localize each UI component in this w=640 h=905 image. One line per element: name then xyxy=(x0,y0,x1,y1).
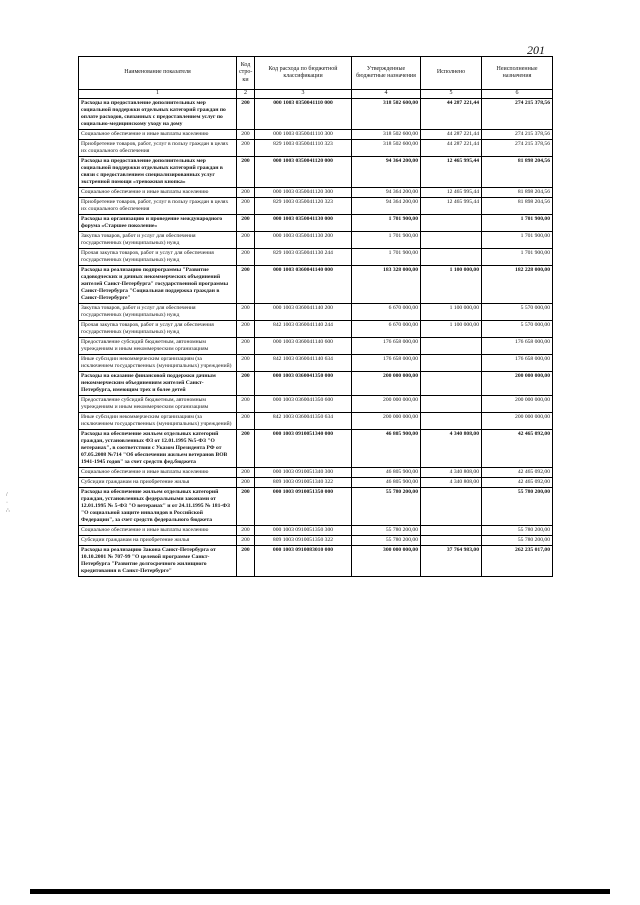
row-remaining-amount: 55 780 200,00 xyxy=(482,526,553,536)
row-line-code: 200 xyxy=(237,198,255,215)
table-row xyxy=(79,468,553,478)
row-executed-amount: 4 340 808,00 xyxy=(421,430,482,468)
table-row xyxy=(79,130,553,140)
row-executed-amount: 44 287 221,44 xyxy=(421,99,482,130)
row-approved-amount: 94 364 200,00 xyxy=(352,157,421,188)
row-indicator-name: Прочая закупка товаров, работ и услуг для обеспечения государственных (муниципальных) нужд xyxy=(79,249,237,266)
row-budget-code: 000 1003 0360041350 000 xyxy=(255,372,352,396)
row-budget-code: 842 1003 0360041350 634 xyxy=(255,413,352,430)
header-remaining: Неисполненные назначения xyxy=(482,57,553,90)
column-number: 3 xyxy=(255,90,352,99)
row-approved-amount: 6 670 000,00 xyxy=(352,321,421,338)
row-line-code: 200 xyxy=(237,304,255,321)
row-remaining-amount: 200 000 000,00 xyxy=(482,372,553,396)
row-executed-amount: 12 465 995,44 xyxy=(421,198,482,215)
table-row xyxy=(79,413,553,430)
table-row xyxy=(79,321,553,338)
row-line-code: 200 xyxy=(237,478,255,488)
table-row xyxy=(79,232,553,249)
row-indicator-name: Субсидии гражданам на приобретение жилья xyxy=(79,478,237,488)
table-row xyxy=(79,478,553,488)
row-remaining-amount: 81 898 204,56 xyxy=(482,157,553,188)
row-line-code: 200 xyxy=(237,372,255,396)
table-body xyxy=(79,99,553,577)
table-header-row xyxy=(79,57,553,90)
row-executed-amount: 4 340 808,00 xyxy=(421,478,482,488)
row-executed-amount: 44 287 221,44 xyxy=(421,130,482,140)
row-remaining-amount: 200 000 000,00 xyxy=(482,396,553,413)
margin-mark: / xyxy=(6,492,8,498)
row-indicator-name: Расходы на предоставление дополнительных мер социальной поддержки отдельных категорий граждан в связи с предоставлением специализированных услуг экстренной помощи «тревожная кнопка» xyxy=(79,157,237,188)
column-number: 6 xyxy=(482,90,553,99)
row-line-code: 200 xyxy=(237,232,255,249)
table-row xyxy=(79,157,553,188)
table-row xyxy=(79,488,553,526)
row-line-code: 200 xyxy=(237,526,255,536)
row-line-code: 200 xyxy=(237,468,255,478)
row-indicator-name: Субсидии гражданам на приобретение жилья xyxy=(79,536,237,546)
row-budget-code: 000 1003 0910051340 000 xyxy=(255,430,352,468)
row-indicator-name: Социальное обеспечение и иные выплаты населению xyxy=(79,526,237,536)
row-remaining-amount: 42 465 092,00 xyxy=(482,478,553,488)
row-approved-amount: 200 000 000,00 xyxy=(352,372,421,396)
row-executed-amount xyxy=(421,232,482,249)
row-line-code: 200 xyxy=(237,249,255,266)
row-approved-amount: 55 780 200,00 xyxy=(352,488,421,526)
row-remaining-amount: 81 898 204,56 xyxy=(482,198,553,215)
row-approved-amount: 1 701 900,00 xyxy=(352,215,421,232)
row-budget-code: 000 1003 0360041140 600 xyxy=(255,338,352,355)
page-number: 201 xyxy=(527,43,545,57)
row-executed-amount xyxy=(421,396,482,413)
row-indicator-name: Расходы на организацию и проведение международного форума «Старшее поколение» xyxy=(79,215,237,232)
row-indicator-name: Закупка товаров, работ и услуг для обеспечения государственных (муниципальных) нужд xyxy=(79,304,237,321)
row-remaining-amount: 81 898 204,56 xyxy=(482,188,553,198)
row-remaining-amount: 1 701 900,00 xyxy=(482,232,553,249)
margin-marks xyxy=(6,492,10,516)
row-approved-amount: 200 000 000,00 xyxy=(352,413,421,430)
row-executed-amount xyxy=(421,372,482,396)
row-approved-amount: 6 670 000,00 xyxy=(352,304,421,321)
row-line-code: 200 xyxy=(237,488,255,526)
row-remaining-amount: 176 658 000,00 xyxy=(482,338,553,355)
row-remaining-amount: 55 780 200,00 xyxy=(482,536,553,546)
table-row xyxy=(79,198,553,215)
row-executed-amount: 1 100 000,00 xyxy=(421,266,482,304)
row-remaining-amount: 176 658 000,00 xyxy=(482,355,553,372)
table-row xyxy=(79,355,553,372)
row-indicator-name: Приобретение товаров, работ, услуг в пользу граждан в целях их социального обеспечения xyxy=(79,140,237,157)
row-approved-amount: 1 701 900,00 xyxy=(352,232,421,249)
row-line-code: 200 xyxy=(237,215,255,232)
row-budget-code: 000 1003 0350041130 200 xyxy=(255,232,352,249)
row-budget-code: 000 1003 0360041350 600 xyxy=(255,396,352,413)
row-remaining-amount: 5 570 000,00 xyxy=(482,304,553,321)
row-executed-amount xyxy=(421,338,482,355)
column-number: 4 xyxy=(352,90,421,99)
row-executed-amount: 37 764 983,00 xyxy=(421,546,482,577)
row-remaining-amount: 55 780 200,00 xyxy=(482,488,553,526)
row-remaining-amount: 262 235 017,00 xyxy=(482,546,553,577)
row-approved-amount: 183 328 000,00 xyxy=(352,266,421,304)
row-line-code: 200 xyxy=(237,188,255,198)
row-budget-code: 829 1003 0350041110 323 xyxy=(255,140,352,157)
row-line-code: 200 xyxy=(237,157,255,188)
row-line-code: 200 xyxy=(237,321,255,338)
row-executed-amount xyxy=(421,536,482,546)
row-approved-amount: 318 502 600,00 xyxy=(352,99,421,130)
row-line-code: 200 xyxy=(237,338,255,355)
row-approved-amount: 55 780 200,00 xyxy=(352,536,421,546)
row-executed-amount: 1 100 000,00 xyxy=(421,304,482,321)
row-executed-amount xyxy=(421,526,482,536)
row-budget-code: 000 1003 0350041110 000 xyxy=(255,99,352,130)
row-indicator-name: Предоставление субсидий бюджетным, автономным учреждениям и иным некоммерческим организациям xyxy=(79,396,237,413)
row-line-code: 200 xyxy=(237,413,255,430)
row-line-code: 200 xyxy=(237,536,255,546)
table-row xyxy=(79,338,553,355)
table-row xyxy=(79,304,553,321)
row-executed-amount xyxy=(421,215,482,232)
table-row xyxy=(79,188,553,198)
row-executed-amount xyxy=(421,488,482,526)
row-indicator-name: Социальное обеспечение и иные выплаты населению xyxy=(79,468,237,478)
row-indicator-name: Расходы на обеспечение жильем отдельных категорий граждан, установленных ФЗ от 12.01.1995 №5-ФЗ "О ветеранах", в соответствии с Указом Президента РФ от 07.05.2008 №714 "Об обеспечении жильем ветеранов ВОВ 1941-1945 годов" за счет средств фед.бюджета xyxy=(79,430,237,468)
row-remaining-amount: 200 000 000,00 xyxy=(482,413,553,430)
row-remaining-amount: 274 215 378,56 xyxy=(482,140,553,157)
row-budget-code: 000 1003 0360041140 000 xyxy=(255,266,352,304)
row-indicator-name: Закупка товаров, работ и услуг для обеспечения государственных (муниципальных) нужд xyxy=(79,232,237,249)
row-indicator-name: Иные субсидии некоммерческим организациям (за исключением государственных (муниципальных) учреждений) xyxy=(79,413,237,430)
row-line-code: 200 xyxy=(237,140,255,157)
row-indicator-name: Прочая закупка товаров, работ и услуг для обеспечения государственных (муниципальных) нужд xyxy=(79,321,237,338)
row-executed-amount xyxy=(421,355,482,372)
table-row xyxy=(79,536,553,546)
row-approved-amount: 300 000 000,00 xyxy=(352,546,421,577)
margin-mark: · xyxy=(6,500,8,506)
row-line-code: 200 xyxy=(237,130,255,140)
row-executed-amount xyxy=(421,413,482,430)
row-remaining-amount: 1 701 900,00 xyxy=(482,215,553,232)
row-approved-amount: 200 000 000,00 xyxy=(352,396,421,413)
row-indicator-name: Расходы на реализацию Закона Санкт-Петербурга от 10.10.2001 № 707-99 "О целевой программе Санкт-Петербурга "Развитие долгосрочного жилищного кредитования в Санкт-Петербурге" xyxy=(79,546,237,577)
row-indicator-name: Расходы на предоставление дополнительных мер социальной поддержки отдельных категорий граждан по оплате расходов, связанных с предоставлением услуг по социально-медицинскому уходу на дому xyxy=(79,99,237,130)
table-row xyxy=(79,372,553,396)
header-executed: Исполнено xyxy=(421,57,482,90)
budget-execution-table xyxy=(78,56,553,577)
row-approved-amount: 176 658 000,00 xyxy=(352,338,421,355)
row-executed-amount: 44 287 221,44 xyxy=(421,140,482,157)
row-budget-code: 000 1003 0360041140 200 xyxy=(255,304,352,321)
row-line-code: 200 xyxy=(237,546,255,577)
row-line-code: 200 xyxy=(237,430,255,468)
row-remaining-amount: 182 228 000,00 xyxy=(482,266,553,304)
row-line-code: 200 xyxy=(237,355,255,372)
table-row xyxy=(79,546,553,577)
row-budget-code: 000 1003 0910083010 000 xyxy=(255,546,352,577)
table-row xyxy=(79,526,553,536)
table-row xyxy=(79,249,553,266)
row-line-code: 200 xyxy=(237,266,255,304)
row-budget-code: 809 1003 0910051340 322 xyxy=(255,478,352,488)
table-row xyxy=(79,140,553,157)
row-budget-code: 829 1003 0350041130 244 xyxy=(255,249,352,266)
row-budget-code: 000 1003 0350041120 300 xyxy=(255,188,352,198)
row-executed-amount xyxy=(421,249,482,266)
row-remaining-amount: 42 465 092,00 xyxy=(482,430,553,468)
row-remaining-amount: 5 570 000,00 xyxy=(482,321,553,338)
row-budget-code: 809 1003 0910051350 322 xyxy=(255,536,352,546)
row-executed-amount: 12 465 995,44 xyxy=(421,188,482,198)
row-budget-code: 842 1003 0360041140 244 xyxy=(255,321,352,338)
row-indicator-name: Приобретение товаров, работ, услуг в пользу граждан в целях их социального обеспечения xyxy=(79,198,237,215)
row-remaining-amount: 1 701 900,00 xyxy=(482,249,553,266)
row-remaining-amount: 274 215 378,56 xyxy=(482,99,553,130)
row-remaining-amount: 274 215 378,56 xyxy=(482,130,553,140)
row-approved-amount: 46 805 900,00 xyxy=(352,468,421,478)
margin-mark: ∴ xyxy=(6,508,10,514)
row-budget-code: 000 1003 0350041110 300 xyxy=(255,130,352,140)
table-row xyxy=(79,430,553,468)
row-indicator-name: Расходы на оказание финансовой поддержки дачным некоммерческим объединениям жителей Санкт-Петербурга, имеющим трех и более детей xyxy=(79,372,237,396)
row-approved-amount: 94 364 200,00 xyxy=(352,198,421,215)
row-budget-code: 000 1003 0910051340 300 xyxy=(255,468,352,478)
row-approved-amount: 1 701 900,00 xyxy=(352,249,421,266)
row-budget-code: 000 1003 0910051350 300 xyxy=(255,526,352,536)
row-budget-code: 000 1003 0350041120 000 xyxy=(255,157,352,188)
column-number-row xyxy=(79,90,553,99)
row-indicator-name: Иные субсидии некоммерческим организациям (за исключением государственных (муниципальных) учреждений) xyxy=(79,355,237,372)
row-approved-amount: 318 502 600,00 xyxy=(352,130,421,140)
row-budget-code: 000 1003 0910051350 000 xyxy=(255,488,352,526)
row-budget-code: 842 1003 0360041140 634 xyxy=(255,355,352,372)
row-indicator-name: Расходы на реализацию подпрограммы "Развитие садоводческих и дачных некоммерческих объединений жителей Санкт-Петербурга" государственной программы Санкт-Петербурга "Социальная поддержка граждан в Санкт-Петербурге" xyxy=(79,266,237,304)
header-line-code: Код стро-ки xyxy=(237,57,255,90)
row-indicator-name: Социальное обеспечение и иные выплаты населению xyxy=(79,130,237,140)
table-row xyxy=(79,396,553,413)
table-row xyxy=(79,99,553,130)
row-indicator-name: Социальное обеспечение и иные выплаты населению xyxy=(79,188,237,198)
row-executed-amount: 12 465 995,44 xyxy=(421,157,482,188)
row-approved-amount: 46 805 900,00 xyxy=(352,478,421,488)
row-approved-amount: 318 502 600,00 xyxy=(352,140,421,157)
row-approved-amount: 46 805 900,00 xyxy=(352,430,421,468)
row-indicator-name: Расходы на обеспечение жильем отдельных категорий граждан, установленных федеральными законами от 12.01.1995 № 5-ФЗ "О ветеранах" и от 24.11.1995 № 181-ФЗ "О социальной защите инвалидов в Российской Федерации", за счет средств федерального бюджета xyxy=(79,488,237,526)
header-budget-code: Код расхода по бюджетной классификации xyxy=(255,57,352,90)
row-budget-code: 829 1003 0350041120 323 xyxy=(255,198,352,215)
row-line-code: 200 xyxy=(237,99,255,130)
row-budget-code: 000 1003 0350041130 000 xyxy=(255,215,352,232)
table-row xyxy=(79,215,553,232)
row-remaining-amount: 42 465 092,00 xyxy=(482,468,553,478)
column-number: 5 xyxy=(421,90,482,99)
header-approved: Утвержденные бюджетные назначения xyxy=(352,57,421,90)
column-number: 2 xyxy=(237,90,255,99)
row-line-code: 200 xyxy=(237,396,255,413)
row-executed-amount: 1 100 000,00 xyxy=(421,321,482,338)
row-approved-amount: 176 658 000,00 xyxy=(352,355,421,372)
row-indicator-name: Предоставление субсидий бюджетным, автономным учреждениям и иным некоммерческим организациям xyxy=(79,338,237,355)
row-approved-amount: 55 780 200,00 xyxy=(352,526,421,536)
header-indicator-name: Наименование показателя xyxy=(79,57,237,90)
column-number: 1 xyxy=(79,90,237,99)
row-executed-amount: 4 340 808,00 xyxy=(421,468,482,478)
table-row xyxy=(79,266,553,304)
scan-edge-bar xyxy=(30,889,610,894)
row-approved-amount: 94 364 200,00 xyxy=(352,188,421,198)
